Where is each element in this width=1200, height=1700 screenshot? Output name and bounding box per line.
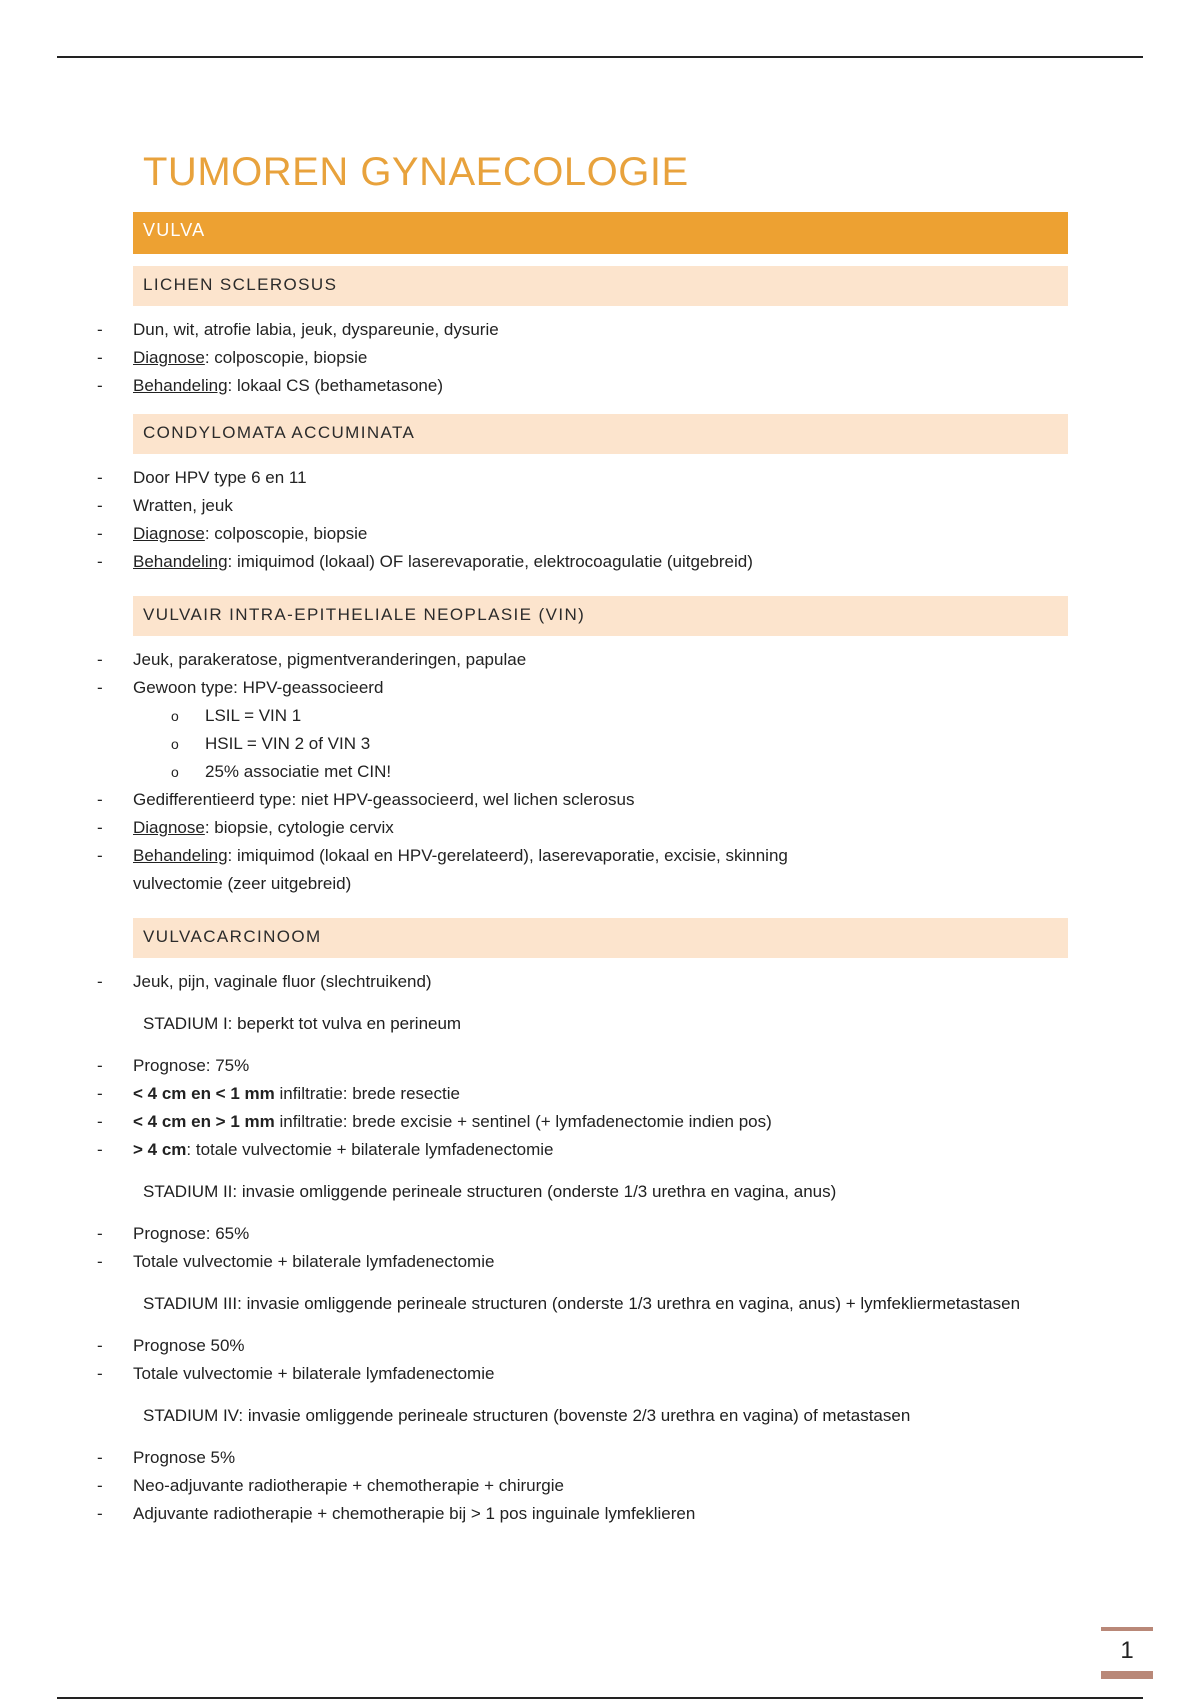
- document-body: [133, 150, 1068, 1528]
- list-item: - Wratten, jeuk: [133, 492, 1068, 520]
- page-number-bottom-bar: [1101, 1671, 1153, 1679]
- stage-1-title: STADIUM I: beperkt tot vulva en perineum: [143, 1014, 462, 1033]
- stage-4-list: [133, 1444, 1068, 1528]
- list-item: - Diagnose: biopsie, cytologie cervix: [133, 814, 1068, 842]
- list-item: - Diagnose: colposcopie, biopsie: [133, 344, 1068, 372]
- stage-4-title: STADIUM IV: invasie omliggende perineale structuren (bovenste 2/3 urethra en vagina) of metastasen: [143, 1406, 911, 1425]
- list-item: - Behandeling: lokaal CS (bethametasone): [133, 372, 1068, 400]
- stage-2-list: [133, 1220, 1068, 1276]
- subheading-condylomata: CONDYLOMATA ACCUMINATA: [133, 414, 1068, 454]
- list-item: - Diagnose: colposcopie, biopsie: [133, 520, 1068, 548]
- list-item: - > 4 cm: totale vulvectomie + bilaterale lymfadenectomie: [133, 1136, 1068, 1164]
- list-item: - Prognose: 65%: [133, 1220, 1068, 1248]
- list-item: - Totale vulvectomie + bilaterale lymfadenectomie: [133, 1248, 1068, 1276]
- list-item: - Behandeling: imiquimod (lokaal) OF laserevaporatie, elektrocoagulatie (uitgebreid): [133, 548, 1068, 576]
- subheading-lichen-sclerosus: LICHEN SCLEROSUS: [133, 266, 1068, 306]
- list-item: - Prognose: 75%: [133, 1052, 1068, 1080]
- list-item: - Adjuvante radiotherapie + chemotherapie bij > 1 pos inguinale lymfeklieren: [133, 1500, 1068, 1528]
- lichen-list: [133, 316, 1068, 400]
- header-rule: [57, 56, 1143, 58]
- list-item: - Behandeling: imiquimod (lokaal en HPV-gerelateerd), laserevaporatie, excisie, skinning vulvectomie (zeer uitgebreid): [133, 842, 1068, 898]
- subheading-vin: VULVAIR INTRA-EPITHELIALE NEOPLASIE (VIN): [133, 596, 1068, 636]
- sub-list-item: o 25% associatie met CIN!: [205, 758, 1068, 786]
- page-number-value: 1: [1120, 1637, 1134, 1664]
- list-item: - Totale vulvectomie + bilaterale lymfadenectomie: [133, 1360, 1068, 1388]
- list-item: - Prognose 50%: [133, 1332, 1068, 1360]
- list-item: - Neo-adjuvante radiotherapie + chemotherapie + chirurgie: [133, 1472, 1068, 1500]
- list-item: - Jeuk, parakeratose, pigmentveranderingen, papulae: [133, 646, 1068, 674]
- subheading-vulvacarcinoom: VULVACARCINOOM: [133, 918, 1068, 958]
- vin-sublist: [133, 702, 1068, 786]
- sub-list-item: o LSIL = VIN 1: [205, 702, 1068, 730]
- list-item: - Dun, wit, atrofie labia, jeuk, dyspareunie, dysurie: [133, 316, 1068, 344]
- document-title: TUMOREN GYNAECOLOGIE: [143, 150, 689, 194]
- footer-rule: [57, 1697, 1143, 1699]
- condylomata-list: [133, 464, 1068, 576]
- list-item: - Door HPV type 6 en 11: [133, 464, 1068, 492]
- vin-list: [133, 646, 1068, 898]
- list-item: - Gedifferentieerd type: niet HPV-geassocieerd, wel lichen sclerosus: [133, 786, 1068, 814]
- stage-1-list: [133, 1052, 1068, 1164]
- sub-list-item: o HSIL = VIN 2 of VIN 3: [205, 730, 1068, 758]
- page-number: [1101, 1627, 1153, 1679]
- list-item: - Gewoon type: HPV-geassocieerd o LSIL = VIN 1 o HSIL = VIN 2 of VIN 3 o 25% associatie met CIN!: [133, 674, 1068, 786]
- list-item: - < 4 cm en > 1 mm infiltratie: brede excisie + sentinel (+ lymfadenectomie indien pos): [133, 1108, 1068, 1136]
- list-item: - Jeuk, pijn, vaginale fluor (slechtruikend): [133, 968, 1068, 996]
- stage-3-list: [133, 1332, 1068, 1388]
- carcinoom-list: [133, 968, 1068, 996]
- stage-3-title: STADIUM III: invasie omliggende perineale structuren (onderste 1/3 urethra en vagina, anus) + lymfekliermetastasen: [143, 1294, 1021, 1313]
- stage-2-title: STADIUM II: invasie omliggende perineale structuren (onderste 1/3 urethra en vagina, anus): [143, 1182, 837, 1201]
- list-item: - Prognose 5%: [133, 1444, 1068, 1472]
- list-item: - < 4 cm en < 1 mm infiltratie: brede resectie: [133, 1080, 1068, 1108]
- section-heading-vulva: VULVA: [133, 212, 1068, 254]
